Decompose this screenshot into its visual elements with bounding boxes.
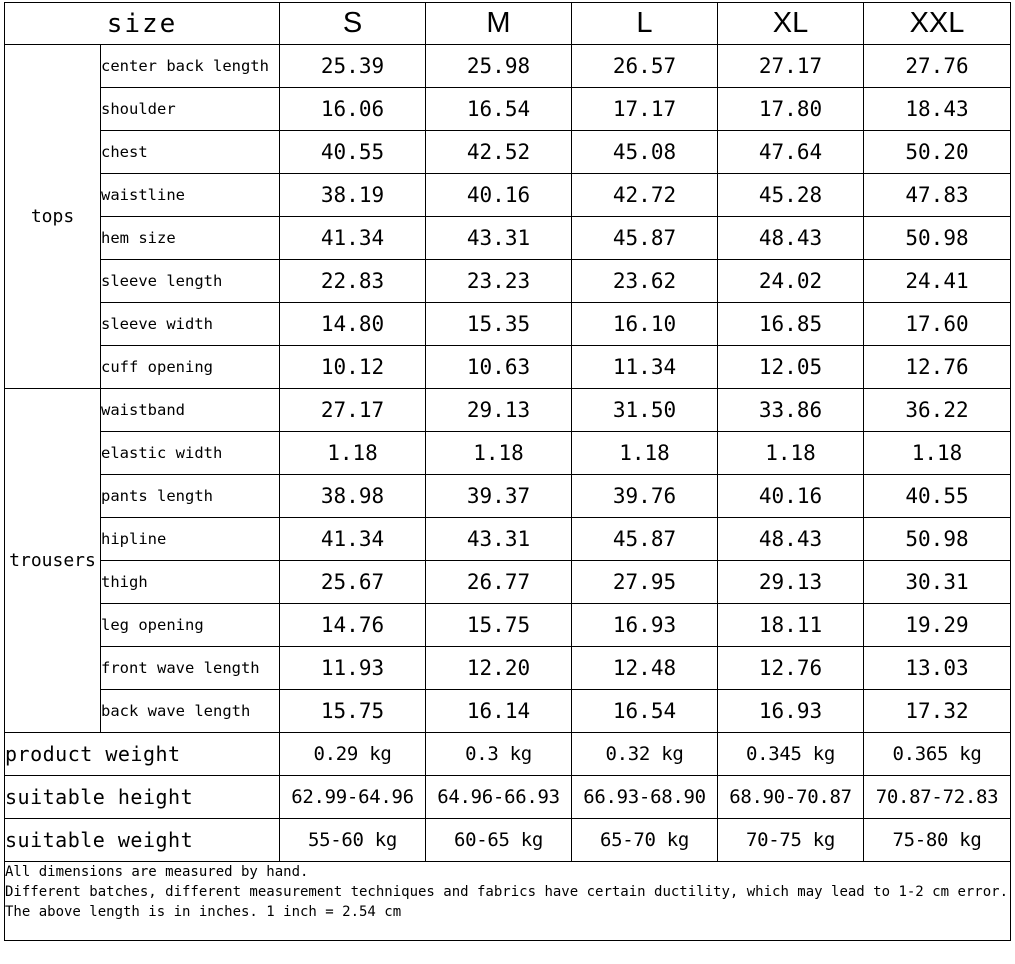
value-cell-xxl: 70.87-72.83: [864, 776, 1011, 819]
value-cell-xxl: 40.55: [864, 475, 1011, 518]
table-row: [5, 174, 1011, 217]
value-cell-l: 12.48: [572, 647, 718, 690]
value-cell-l: 31.50: [572, 389, 718, 432]
value-cell-xl: 47.64: [718, 131, 864, 174]
table-row: [5, 819, 1011, 862]
table-row: [5, 647, 1011, 690]
value-cell-s: 27.17: [280, 389, 426, 432]
value-cell-l: 11.34: [572, 346, 718, 389]
value-cell-l: 39.76: [572, 475, 718, 518]
table-row: [5, 217, 1011, 260]
value-cell-l: 42.72: [572, 174, 718, 217]
table-row: [5, 518, 1011, 561]
value-cell-s: 40.55: [280, 131, 426, 174]
header-row: [5, 3, 1011, 45]
size-column-l: L: [572, 3, 718, 45]
value-cell-xxl: 17.32: [864, 690, 1011, 733]
value-cell-m: 15.35: [426, 303, 572, 346]
measurement-label: sleeve width: [101, 303, 280, 346]
value-cell-s: 41.34: [280, 217, 426, 260]
value-cell-m: 25.98: [426, 45, 572, 88]
value-cell-s: 0.29 kg: [280, 733, 426, 776]
value-cell-s: 38.19: [280, 174, 426, 217]
value-cell-s: 16.06: [280, 88, 426, 131]
value-cell-l: 66.93-68.90: [572, 776, 718, 819]
measurement-label: center back length: [101, 45, 280, 88]
size-header: size: [5, 3, 280, 45]
measurement-label: hipline: [101, 518, 280, 561]
measurement-label: waistline: [101, 174, 280, 217]
value-cell-xl: 29.13: [718, 561, 864, 604]
size-column-xxl: XXL: [864, 3, 1011, 45]
value-cell-l: 16.93: [572, 604, 718, 647]
value-cell-xxl: 50.98: [864, 217, 1011, 260]
value-cell-xl: 0.345 kg: [718, 733, 864, 776]
value-cell-xl: 16.93: [718, 690, 864, 733]
note-line: The above length is in inches. 1 inch = 2.54 cm: [5, 904, 402, 920]
table-row: [5, 88, 1011, 131]
value-cell-xl: 17.80: [718, 88, 864, 131]
value-cell-m: 15.75: [426, 604, 572, 647]
value-cell-s: 55-60 kg: [280, 819, 426, 862]
value-cell-xxl: 17.60: [864, 303, 1011, 346]
value-cell-l: 16.54: [572, 690, 718, 733]
value-cell-s: 15.75: [280, 690, 426, 733]
value-cell-xxl: 24.41: [864, 260, 1011, 303]
value-cell-m: 40.16: [426, 174, 572, 217]
value-cell-m: 16.54: [426, 88, 572, 131]
value-cell-xl: 27.17: [718, 45, 864, 88]
value-cell-l: 16.10: [572, 303, 718, 346]
table-row: [5, 131, 1011, 174]
table-row: [5, 604, 1011, 647]
value-cell-l: 1.18: [572, 432, 718, 475]
value-cell-s: 10.12: [280, 346, 426, 389]
measurement-label: pants length: [101, 475, 280, 518]
value-cell-m: 42.52: [426, 131, 572, 174]
value-cell-m: 12.20: [426, 647, 572, 690]
value-cell-s: 11.93: [280, 647, 426, 690]
value-cell-m: 10.63: [426, 346, 572, 389]
measurement-label: cuff opening: [101, 346, 280, 389]
value-cell-l: 45.87: [572, 217, 718, 260]
value-cell-xl: 40.16: [718, 475, 864, 518]
measurement-label: front wave length: [101, 647, 280, 690]
value-cell-xl: 12.76: [718, 647, 864, 690]
value-cell-m: 64.96-66.93: [426, 776, 572, 819]
table-row: [5, 561, 1011, 604]
value-cell-xxl: 47.83: [864, 174, 1011, 217]
value-cell-xl: 1.18: [718, 432, 864, 475]
value-cell-s: 1.18: [280, 432, 426, 475]
table-row: [5, 303, 1011, 346]
value-cell-l: 26.57: [572, 45, 718, 88]
notes-cell: [5, 862, 1011, 941]
tops-group-label: tops: [5, 45, 101, 389]
table-row: [5, 432, 1011, 475]
value-cell-m: 16.14: [426, 690, 572, 733]
value-cell-xl: 16.85: [718, 303, 864, 346]
value-cell-m: 29.13: [426, 389, 572, 432]
trousers-group-label: trousers: [5, 389, 101, 733]
value-cell-s: 25.39: [280, 45, 426, 88]
value-cell-m: 43.31: [426, 217, 572, 260]
value-cell-l: 23.62: [572, 260, 718, 303]
value-cell-xl: 12.05: [718, 346, 864, 389]
measurement-label: leg opening: [101, 604, 280, 647]
value-cell-s: 38.98: [280, 475, 426, 518]
measurement-label: waistband: [101, 389, 280, 432]
value-cell-xxl: 30.31: [864, 561, 1011, 604]
value-cell-m: 60-65 kg: [426, 819, 572, 862]
measurement-label: suitable height: [5, 776, 280, 819]
size-chart: [4, 2, 1010, 962]
value-cell-s: 62.99-64.96: [280, 776, 426, 819]
value-cell-xxl: 0.365 kg: [864, 733, 1011, 776]
value-cell-xl: 18.11: [718, 604, 864, 647]
measurement-label: elastic width: [101, 432, 280, 475]
measurement-label: thigh: [101, 561, 280, 604]
table-row: [5, 45, 1011, 88]
value-cell-s: 14.76: [280, 604, 426, 647]
value-cell-xxl: 19.29: [864, 604, 1011, 647]
measurement-label: shoulder: [101, 88, 280, 131]
value-cell-xl: 33.86: [718, 389, 864, 432]
size-column-m: M: [426, 3, 572, 45]
value-cell-xxl: 12.76: [864, 346, 1011, 389]
value-cell-xl: 24.02: [718, 260, 864, 303]
notes-row: [5, 862, 1011, 941]
value-cell-s: 41.34: [280, 518, 426, 561]
value-cell-m: 43.31: [426, 518, 572, 561]
value-cell-xxl: 1.18: [864, 432, 1011, 475]
table-row: [5, 260, 1011, 303]
value-cell-xxl: 75-80 kg: [864, 819, 1011, 862]
value-cell-l: 27.95: [572, 561, 718, 604]
value-cell-xl: 68.90-70.87: [718, 776, 864, 819]
size-column-s: S: [280, 3, 426, 45]
value-cell-xxl: 36.22: [864, 389, 1011, 432]
value-cell-m: 26.77: [426, 561, 572, 604]
value-cell-s: 25.67: [280, 561, 426, 604]
value-cell-xxl: 18.43: [864, 88, 1011, 131]
value-cell-xl: 45.28: [718, 174, 864, 217]
table-row: [5, 690, 1011, 733]
value-cell-xl: 48.43: [718, 518, 864, 561]
measurement-label: back wave length: [101, 690, 280, 733]
size-column-xl: XL: [718, 3, 864, 45]
measurement-label: product weight: [5, 733, 280, 776]
value-cell-s: 14.80: [280, 303, 426, 346]
measurement-label: suitable weight: [5, 819, 280, 862]
value-cell-xl: 70-75 kg: [718, 819, 864, 862]
value-cell-l: 0.32 kg: [572, 733, 718, 776]
table-row: [5, 776, 1011, 819]
value-cell-s: 22.83: [280, 260, 426, 303]
value-cell-l: 45.08: [572, 131, 718, 174]
measurement-label: sleeve length: [101, 260, 280, 303]
value-cell-xl: 48.43: [718, 217, 864, 260]
measurement-label: chest: [101, 131, 280, 174]
value-cell-m: 39.37: [426, 475, 572, 518]
value-cell-m: 0.3 kg: [426, 733, 572, 776]
table-row: [5, 475, 1011, 518]
measurement-label: hem size: [101, 217, 280, 260]
table-row: [5, 733, 1011, 776]
value-cell-xxl: 13.03: [864, 647, 1011, 690]
value-cell-l: 45.87: [572, 518, 718, 561]
value-cell-l: 17.17: [572, 88, 718, 131]
value-cell-xxl: 27.76: [864, 45, 1011, 88]
value-cell-l: 65-70 kg: [572, 819, 718, 862]
table-row: [5, 389, 1011, 432]
value-cell-xxl: 50.20: [864, 131, 1011, 174]
value-cell-m: 23.23: [426, 260, 572, 303]
note-line: Different batches, different measurement techniques and fabrics have certain ductility, which may lead to 1-2 cm error.: [5, 884, 1009, 900]
size-chart-table: [4, 2, 1011, 941]
value-cell-xxl: 50.98: [864, 518, 1011, 561]
note-line: All dimensions are measured by hand.: [5, 864, 309, 880]
table-row: [5, 346, 1011, 389]
value-cell-m: 1.18: [426, 432, 572, 475]
